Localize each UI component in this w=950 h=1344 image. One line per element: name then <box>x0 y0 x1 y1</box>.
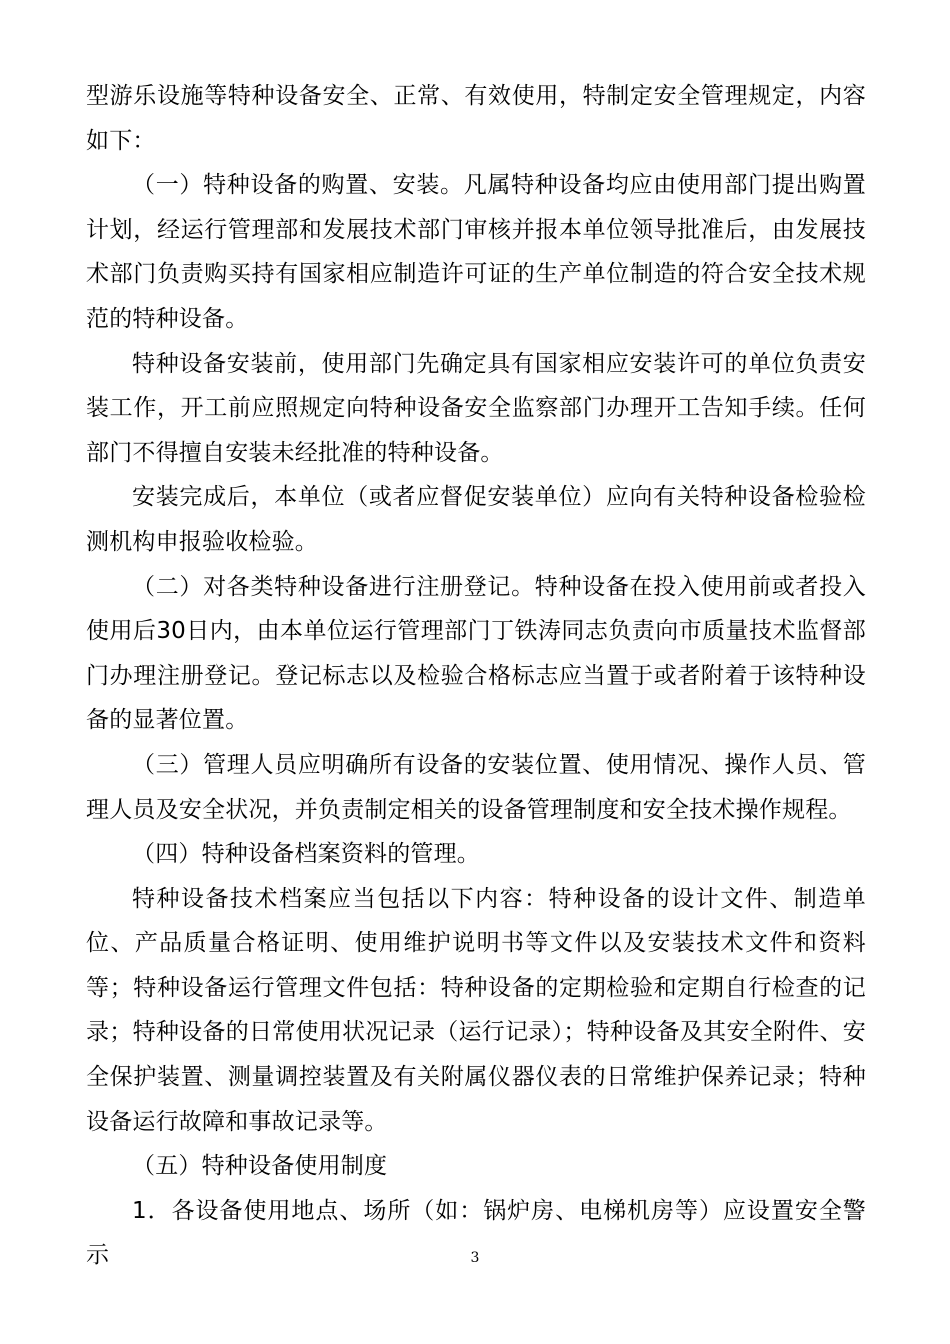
page-number: 3 <box>470 1250 480 1266</box>
paragraph-section-4-heading: （四）特种设备档案资料的管理。 <box>132 841 480 868</box>
paragraph-archive-contents: 特种设备技术档案应当包括以下内容：特种设备的设计文件、制造单位、产品质量合格证明、使用维护说明书等文件以及安装技术文件和资料等；特种设备运行管理文件包括：特种设备的定期检验和定期自行检查的记录；特种设备的日常使用状况记录（运行记录）；特种设备及其安全附件、安全保护装置、测量调控装置及有关附属仪器仪表的日常维护保养记录；特种设备运行故障和事故记录等。 <box>86 885 866 1135</box>
paragraph-post-installation: 安装完成后，本单位（或者应督促安装单位）应向有关特种设备检验检测机构申报验收检验。 <box>86 484 866 555</box>
paragraph-section-3-management: （三）管理人员应明确所有设备的安装位置、使用情况、操作人员、管理人员及安全状况，并负责制定相关的设备管理制度和安全技术操作规程。 <box>86 751 866 823</box>
paragraph-section-2-registration: （二）对各类特种设备进行注册登记。特种设备在投入使用前或者投入使用后30日内，由本单位运行管理部门丁铁涛同志负责向市质量技术监督部门办理注册登记。登记标志以及检验合格标志应当置于或者附着于该特种设备的显著位置。 <box>86 573 866 734</box>
document-body <box>86 74 866 1278</box>
paragraph-section-5-heading: （五）特种设备使用制度 <box>132 1153 388 1180</box>
paragraph-pre-installation: 特种设备安装前，使用部门先确定具有国家相应安装许可的单位负责安装工作，开工前应照规定向特种设备安全监察部门办理开工告知手续。任何部门不得擅自安装未经批准的特种设备。 <box>86 350 866 466</box>
paragraph-intro-continued: 型游乐设施等特种设备安全、正常、有效使用，特制定安全管理规定，内容如下： <box>86 83 866 154</box>
paragraph-usage-rule-1: 1．各设备使用地点、场所（如：锅炉房、电梯机房等）应设置安全警示 <box>86 1197 866 1269</box>
paragraph-section-1-purchase-install: （一）特种设备的购置、安装。凡属特种设备均应由使用部门提出购置计划，经运行管理部和发展技术部门审核并报本单位领导批准后，由发展技术部门负责购买持有国家相应制造许可证的生产单位制造的符合安全技术规范的特种设备。 <box>86 172 866 332</box>
